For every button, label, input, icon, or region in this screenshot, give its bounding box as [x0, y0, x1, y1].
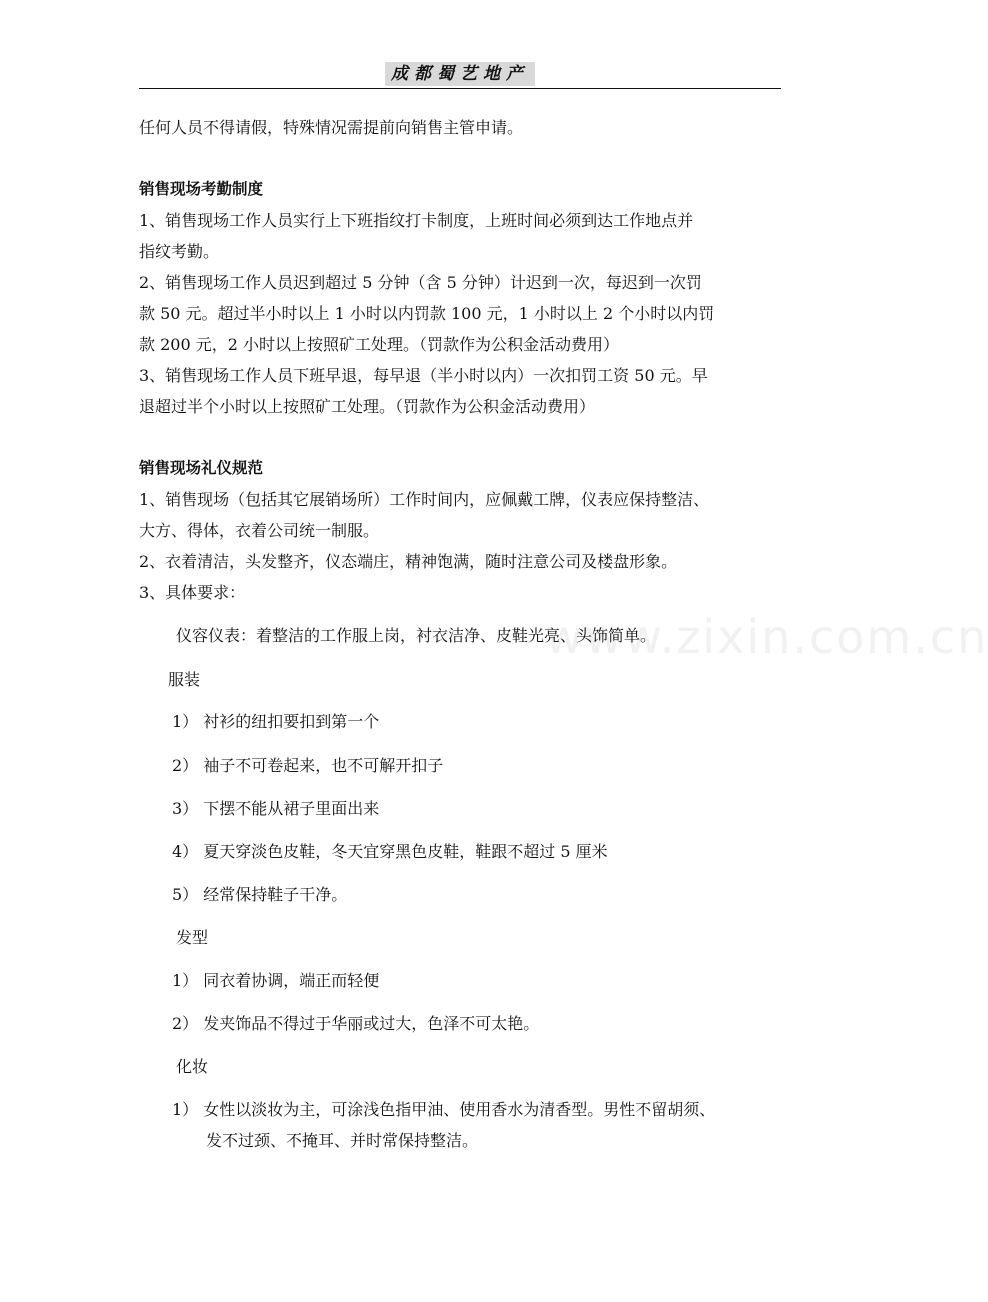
hair-item: 1） 同衣着协调，端正而轻便 — [172, 971, 380, 990]
attendance-line: 3、销售现场工作人员下班早退，每早退（半小时以内）一次扣罚工资 50 元。早 — [139, 366, 708, 385]
attendance-line: 1、销售现场工作人员实行上下班指纹打卡制度，上班时间必须到达工作地点并 — [139, 211, 694, 230]
clothing-item: 2） 袖子不可卷起来，也不可解开扣子 — [172, 756, 444, 775]
intro-paragraph: 任何人员不得请假，特殊情况需提前向销售主管申请。 — [139, 118, 524, 137]
attendance-line: 2、销售现场工作人员迟到超过 5 分钟（含 5 分钟）计迟到一次，每迟到一次罚 — [139, 273, 702, 292]
makeup-title: 化妆 — [176, 1057, 209, 1076]
hair-title: 发型 — [176, 928, 209, 947]
attendance-line: 款 200 元，2 小时以上按照矿工处理。（罚款作为公积金活动费用） — [139, 335, 619, 354]
attendance-line: 款 50 元。超过半小时以上 1 小时以内罚款 100 元，1 小时以上 2 个小时以内罚 — [139, 304, 715, 323]
watermark: www.zixin.com.cn — [545, 610, 988, 664]
makeup-item: 1） 女性以淡妆为主，可涂浅色指甲油、使用香水为清香型。男性不留胡须、 — [172, 1100, 716, 1119]
attendance-line: 退超过半个小时以上按照矿工处理。（罚款作为公积金活动费用） — [139, 397, 596, 416]
clothing-item: 1） 衬衫的纽扣要扣到第一个 — [172, 712, 380, 731]
etiquette-line: 大方、得体，衣着公司统一制服。 — [139, 521, 380, 540]
header-title: 成都蜀艺地产 — [385, 62, 535, 86]
document-body — [139, 112, 789, 608]
etiquette-line: 1、销售现场（包括其它展销场所）工作时间内，应佩戴工牌，仪表应保持整洁、 — [139, 490, 710, 509]
etiquette-line: 3、具体要求： — [139, 583, 246, 602]
clothing-item: 4） 夏天穿淡色皮鞋，冬天宜穿黑色皮鞋，鞋跟不超过 5 厘米 — [172, 842, 608, 861]
etiquette-heading: 销售现场礼仪规范 — [139, 459, 264, 477]
makeup-item-continued: 发不过颈、不掩耳、并时常保持整洁。 — [206, 1131, 479, 1150]
attendance-heading: 销售现场考勤制度 — [139, 180, 264, 198]
hair-item: 2） 发夹饰品不得过于华丽或过大，色泽不可太艳。 — [172, 1014, 540, 1033]
clothing-item: 3） 下摆不能从裙子里面出来 — [172, 799, 380, 818]
appearance-line: 仪容仪表：着整洁的工作服上岗，衬衣洁净、皮鞋光亮、头饰简单。 — [176, 626, 657, 645]
clothing-title: 服装 — [168, 670, 201, 689]
attendance-line: 指纹考勤。 — [139, 242, 220, 261]
page-header — [139, 62, 781, 89]
etiquette-line: 2、衣着清洁，头发整齐，仪态端庄，精神饱满，随时注意公司及楼盘形象。 — [139, 552, 678, 571]
clothing-item: 5） 经常保持鞋子干净。 — [172, 885, 348, 904]
